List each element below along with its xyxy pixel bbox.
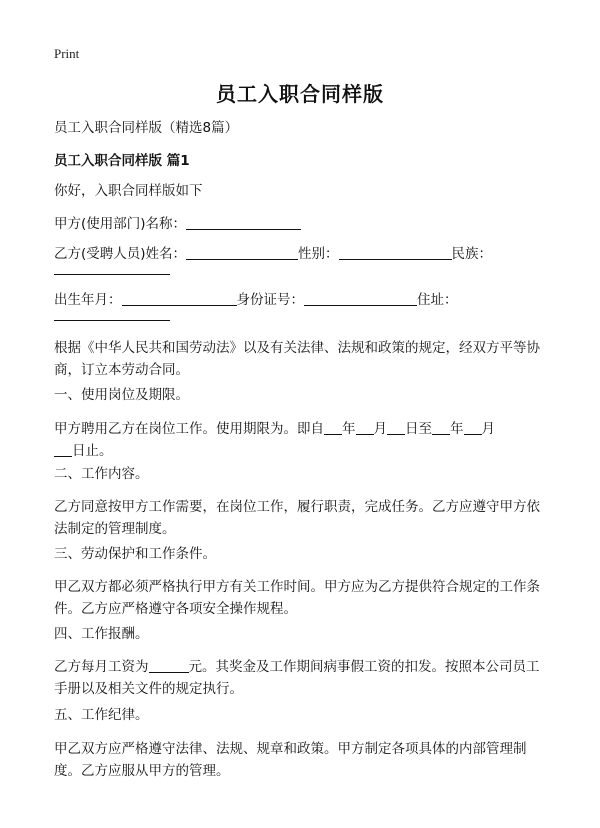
ethnicity-blank-row [54,258,549,280]
end-month-text: 月 [481,421,495,437]
clause-1-heading: 一、使用岗位及期限。 [54,387,189,403]
clause-3-body: 甲乙双方都必须严格执行甲方有关工作时间。甲方应为乙方提供符合规定的工作条件。乙方应严格遵守各项安全操作规程。 [54,579,540,617]
birth-label: 出生年月： [54,292,122,308]
salary-blank[interactable] [149,657,189,673]
clause-1-body [54,418,549,462]
end-month-blank[interactable] [464,419,482,435]
clause-2-body: 乙方同意按甲方工作需要，在岗位工作，履行职责，完成任务。乙方应遵守甲方依法制定的管理制度。 [54,499,540,537]
end-year-text: 年 [450,421,464,437]
document-title: 员工入职合同样版 [216,82,384,106]
start-year-blank[interactable] [324,419,342,435]
party-a-row [54,213,549,235]
intro-paragraph: 根据《中华人民共和国劳动法》以及有关法律、法规和政策的规定，经双方平等协商，订立本劳动合同。 [54,340,540,378]
start-day-text: 日至 [405,421,432,437]
end-day-blank[interactable] [54,441,72,457]
clause-4-heading: 四、工作报酬。 [54,626,149,642]
address-blank[interactable] [54,305,170,321]
party-b-name-label: 乙方(受聘人员)姓名： [54,246,187,262]
start-month-blank[interactable] [356,419,374,435]
section-heading: 员工入职合同样版 篇1 [54,153,190,169]
ethnicity-label: 民族： [451,246,493,262]
document-subtitle: 员工入职合同样版（精选8篇） [54,120,239,136]
start-day-blank[interactable] [387,419,405,435]
clause-5-heading: 五、工作纪律。 [54,707,149,723]
start-month-text: 月 [373,421,387,437]
id-number-label: 身份证号： [236,292,304,308]
party-a-name-blank[interactable] [186,214,301,230]
address-label: 住址： [417,292,458,308]
clause-5-body: 甲乙双方应严格遵守法律、法规、规章和政策。甲方制定各项具体的内部管理制度。乙方应服从甲方的管理。 [54,741,527,779]
clause-1-text: 甲方聘用乙方在岗位工作。使用期限为。即自 [54,421,324,437]
clause-4-text-start: 乙方每月工资为 [54,659,149,675]
greeting-text: 你好，入职合同样版如下 [54,183,203,199]
start-year-text: 年 [342,421,356,437]
clause-4-text-end: 元。其奖金及工作期间病事假工资的扣发。按照本公司员工手册以及相关文件的规定执行。 [54,659,540,697]
gender-label: 性别： [298,246,339,262]
clause-3-heading: 三、劳动保护和工作条件。 [54,546,216,562]
party-a-label: 甲方(使用部门)名称： [54,216,187,232]
clause-4-body [54,656,549,700]
end-day-text: 日止。 [72,443,113,459]
print-link[interactable]: Print [54,46,80,61]
address-blank-row [54,304,549,326]
end-year-blank[interactable] [432,419,450,435]
clause-2-heading: 二、工作内容。 [54,466,149,482]
ethnicity-blank[interactable] [54,259,170,275]
